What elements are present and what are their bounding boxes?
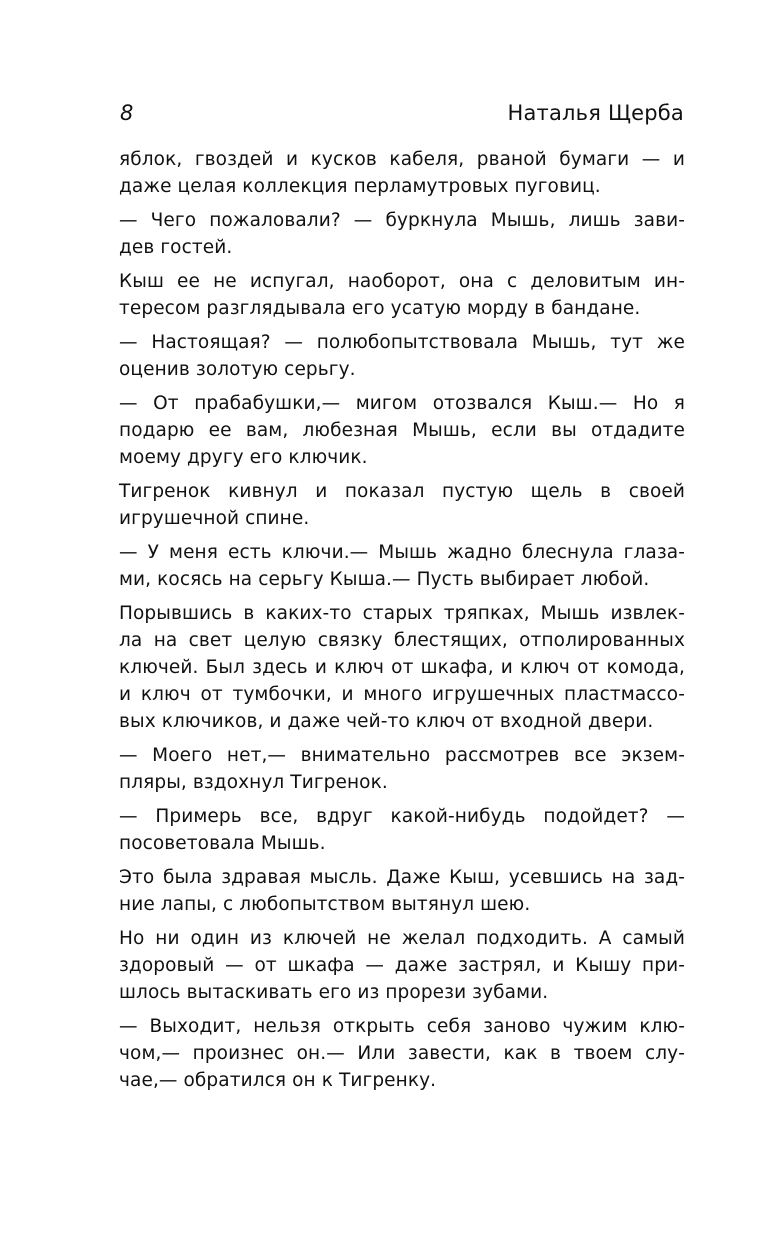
text-line: оценив золотую серьгу. [119,359,356,380]
text-line: — Настоящая? — полюбопытствовала Мышь, тут же [119,332,685,353]
text-line: дев гостей. [119,237,233,258]
text-line: ла на свет целую связку блестящих, отполированных [119,630,685,651]
text-line: Кыш ее не испугал, наоборот, она с деловитым ин- [119,271,685,292]
text-line: Тигренок кивнул и показал пустую щель в своей [119,481,685,502]
text-line: чом,— произнес он.— Или завести, как в твоем слу- [119,1043,685,1064]
body-text [119,146,685,1101]
text-line: — Примерь все, вдруг какой-нибудь подойдет? — [119,806,685,827]
text-line: ми, косясь на серьгу Кыша.— Пусть выбирает любой. [119,569,650,590]
text-line: ключей. Был здесь и ключ от шкафа, и ключ от комода, [119,657,685,678]
text-line: и ключ от тумбочки, и много игрушечных пластмассо- [119,684,685,705]
text-line: — Чего пожаловали? — буркнула Мышь, лишь зави- [119,210,685,231]
text-line: чае,— обратился он к Тигренку. [119,1070,437,1091]
text-line: — Выходит, нельзя открыть себя заново чужим клю- [119,1016,685,1037]
text-line: подарю ее вам, любезная Мышь, если вы отдадите [119,420,685,441]
text-line: — У меня есть ключи.— Мышь жадно блеснула глаза- [119,542,685,563]
text-line: ние лапы, с любопытством вытянул шею. [119,894,531,915]
text-line: — Моего нет,— внимательно рассмотрев все экзем- [119,745,685,766]
page-number: 8 [120,101,134,125]
paragraph [119,478,685,532]
text-line: шлось вытаскивать его из прорези зубами. [119,982,549,1003]
text-line: здоровый — от шкафа — даже застрял, и Кышу при- [119,955,685,976]
text-line: тересом разглядывала его усатую морду в бандане. [119,298,641,319]
paragraph [119,390,685,471]
text-line: игрушечной спине. [119,508,310,529]
text-line: моему другу его ключик. [119,447,368,468]
text-line: посоветовала Мышь. [119,833,326,854]
text-line: пляры, вздохнул Тигренок. [119,772,388,793]
text-line: вых ключиков, и даже чей-то ключ от входной двери. [119,711,654,732]
paragraph [119,600,685,735]
paragraph [119,742,685,796]
paragraph [119,539,685,593]
paragraph [119,1013,685,1094]
paragraph [119,864,685,918]
paragraph [119,329,685,383]
paragraph [119,803,685,857]
text-line: даже целая коллекция перламутровых пуговиц. [119,176,601,197]
text-line: Это была здравая мысль. Даже Кыш, усевшись на зад- [119,867,685,888]
paragraph [119,146,685,200]
running-head-author: Наталья Щерба [507,101,684,125]
paragraph [119,207,685,261]
text-line: Порывшись в каких-то старых тряпках, Мышь извлек- [119,603,685,624]
text-line: — От прабабушки,— мигом отозвался Кыш.— Но я [119,393,685,414]
paragraph [119,268,685,322]
paragraph [119,925,685,1006]
text-line: яблок, гвоздей и кусков кабеля, рваной бумаги — и [119,149,685,170]
text-line: Но ни один из ключей не желал подходить. А самый [119,928,685,949]
